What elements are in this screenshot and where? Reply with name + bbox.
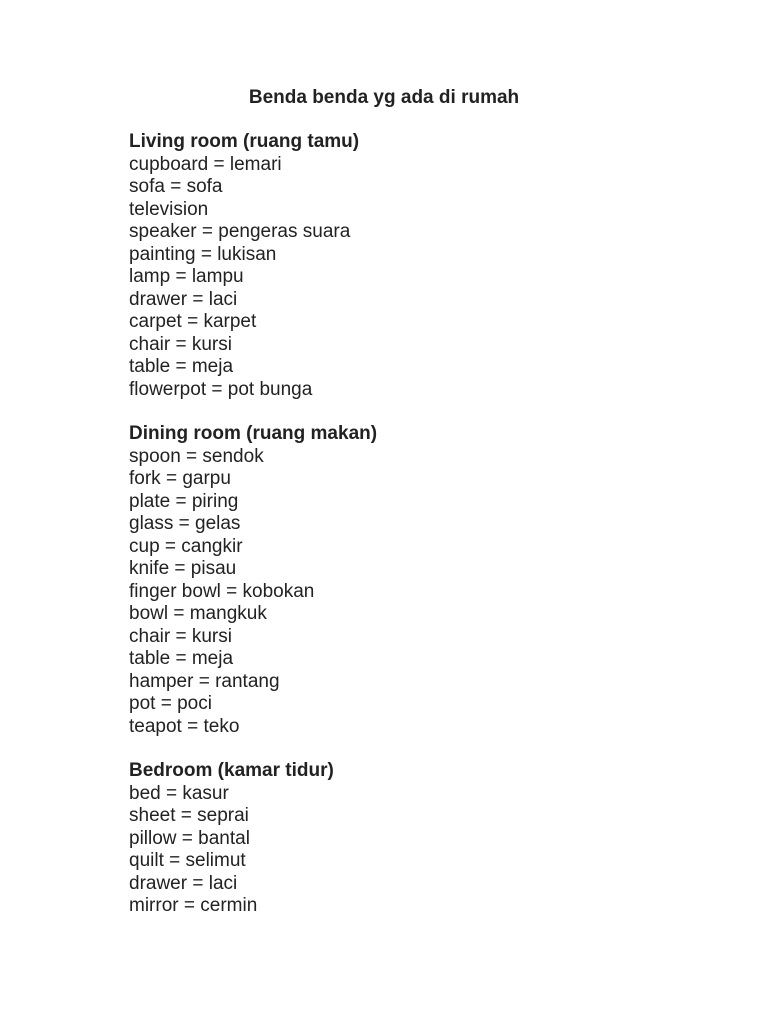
section-living-room <box>129 131 689 401</box>
list-item: mirror = cermin <box>129 895 258 916</box>
list-item: television <box>129 198 209 220</box>
list-item: teapot = teko <box>129 715 240 737</box>
section-dining-room <box>129 423 689 738</box>
list-item: carpet = karpet <box>129 311 257 332</box>
list-item: table = meja <box>129 648 234 669</box>
list-item: drawer = laci <box>129 872 238 894</box>
section-heading: Living room (ruang tamu) <box>129 131 360 152</box>
list-item: flowerpot = pot bunga <box>129 378 313 400</box>
list-item: pillow = bantal <box>129 827 250 849</box>
document-title: Benda benda yg ada di rumah <box>248 87 520 108</box>
section-bedroom <box>129 760 689 918</box>
vocabulary-list <box>129 783 689 918</box>
section-heading: Dining room (ruang makan) <box>129 423 378 444</box>
vocabulary-list <box>129 154 689 402</box>
list-item: table = meja <box>129 356 234 377</box>
list-item: painting = lukisan <box>129 243 277 265</box>
list-item: glass = gelas <box>129 513 241 534</box>
list-item: plate = piring <box>129 490 239 512</box>
list-item: chair = kursi <box>129 625 232 647</box>
list-item: cupboard = lemari <box>129 153 282 175</box>
list-item: hamper = rantang <box>129 670 280 692</box>
list-item: cup = cangkir <box>129 535 243 557</box>
list-item: bed = kasur <box>129 782 229 804</box>
section-heading: Bedroom (kamar tidur) <box>129 760 334 781</box>
list-item: speaker = pengeras suara <box>129 221 351 242</box>
list-item: finger bowl = kobokan <box>129 580 315 602</box>
list-item: spoon = sendok <box>129 445 264 467</box>
list-item: fork = garpu <box>129 468 231 489</box>
list-item: chair = kursi <box>129 333 232 355</box>
list-item: lamp = lampu <box>129 266 244 287</box>
list-item: drawer = laci <box>129 288 238 310</box>
document-content <box>129 131 689 940</box>
list-item: quilt = selimut <box>129 850 246 871</box>
vocabulary-list <box>129 446 689 739</box>
list-item: sofa = sofa <box>129 176 223 197</box>
list-item: sheet = seprai <box>129 805 249 826</box>
list-item: knife = pisau <box>129 558 237 579</box>
list-item: pot = poci <box>129 693 212 714</box>
list-item: bowl = mangkuk <box>129 603 267 624</box>
